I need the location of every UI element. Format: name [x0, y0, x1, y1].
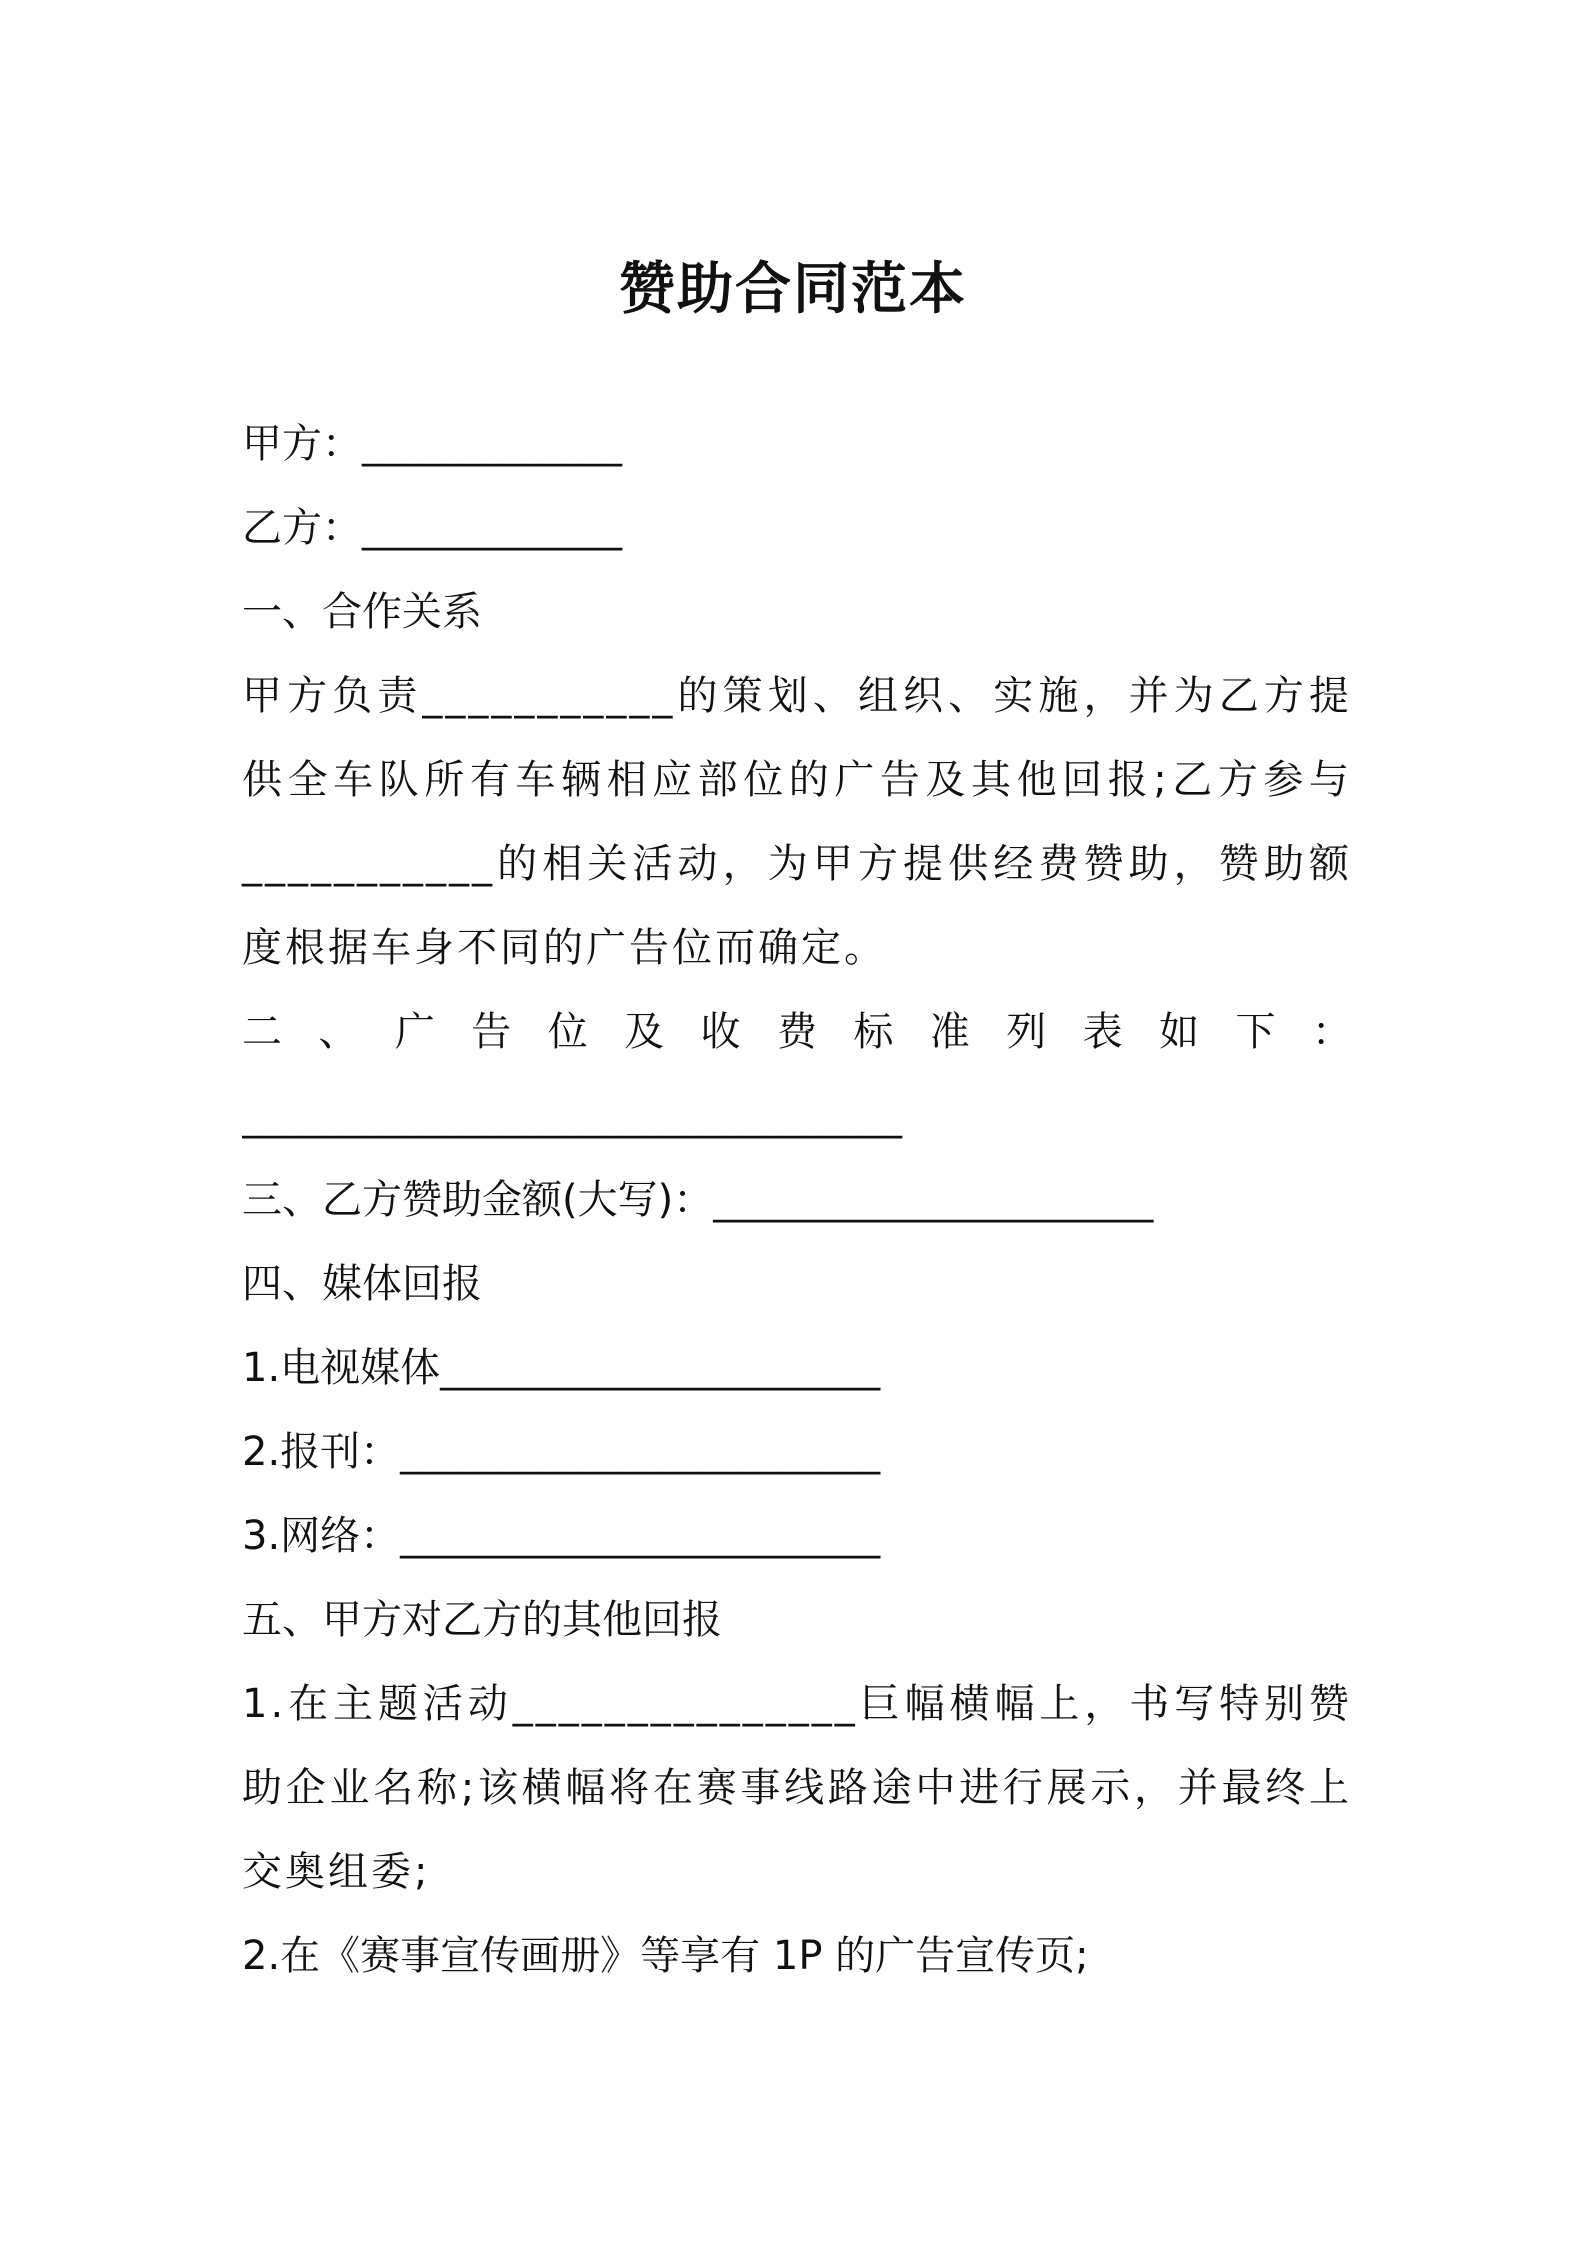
heading-char: 下	[1235, 1009, 1276, 1055]
document-body	[242, 402, 1352, 1998]
section-other-returns-heading: 五、甲方对乙方的其他回报	[242, 1597, 722, 1643]
ad-positions-blank: _________________________________	[242, 1093, 902, 1139]
heading-char: 广	[394, 1009, 435, 1055]
section-ad-positions-heading	[242, 990, 1352, 1074]
party-b-line: 乙方：_____________	[242, 505, 622, 551]
section-cooperation-heading: 一、合作关系	[242, 589, 482, 635]
media-tv-line: 1.电视媒体______________________	[242, 1345, 881, 1391]
party-a-line: 甲方：_____________	[242, 421, 622, 467]
heading-char: 、	[318, 1009, 359, 1055]
document-title: 赞助合同范本	[619, 257, 967, 322]
heading-char: 告	[471, 1009, 512, 1055]
heading-char: 准	[929, 1009, 970, 1055]
other-return-item-2: 2.在《赛事宣传画册》等享有 1P 的广告宣传页;	[242, 1933, 1089, 1979]
heading-char: ：	[1311, 1009, 1352, 1055]
heading-char: 及	[624, 1009, 665, 1055]
heading-char: 列	[1006, 1009, 1047, 1055]
heading-char: 标	[853, 1009, 894, 1055]
media-web-line: 3.网络：________________________	[242, 1513, 881, 1559]
section-sponsorship-amount: 三、乙方赞助金额(大写)：______________________	[242, 1177, 1154, 1223]
section-media-heading: 四、媒体回报	[242, 1261, 482, 1307]
heading-char: 如	[1159, 1009, 1200, 1055]
media-press-line: 2.报刊：________________________	[242, 1429, 881, 1475]
other-return-item-1: 1.在主题活动_______________巨幅横幅上，书写特别赞助企业名称;该横幅将在赛事线路途中进行展示，并最终上交奥组委;	[242, 1681, 1352, 1895]
heading-char: 位	[547, 1009, 588, 1055]
heading-char: 费	[776, 1009, 817, 1055]
heading-char: 二	[242, 1009, 282, 1055]
heading-char: 收	[700, 1009, 741, 1055]
heading-char: 表	[1082, 1009, 1123, 1055]
section-cooperation-body: 甲方负责___________的策划、组织、实施，并为乙方提供全车队所有车辆相应部位的广告及其他回报;乙方参与___________的相关活动，为甲方提供经费赞助，赞助额度根据车身不同的广告位而确定。	[242, 673, 1352, 971]
